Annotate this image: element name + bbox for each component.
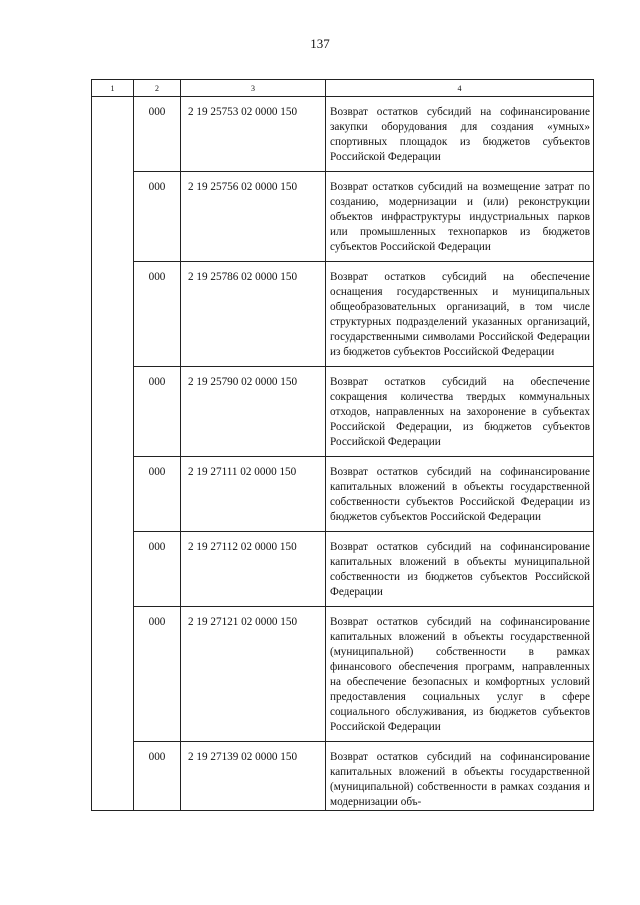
budget-codes-table bbox=[91, 79, 594, 811]
empty-cell bbox=[92, 742, 134, 811]
empty-cell bbox=[92, 607, 134, 742]
table-row bbox=[92, 607, 594, 742]
admin-code-cell: 000 bbox=[134, 367, 181, 457]
admin-code-cell: 000 bbox=[134, 607, 181, 742]
admin-code-cell: 000 bbox=[134, 262, 181, 367]
column-header-2: 2 bbox=[134, 80, 181, 97]
table-row bbox=[92, 262, 594, 367]
empty-cell bbox=[92, 172, 134, 262]
budget-code-cell: 2 19 27112 02 0000 150 bbox=[181, 532, 326, 607]
description-cell: Возврат остатков субсидий на обеспечение сокращения количества твердых коммунальных отходов, направленных на захоронение в субъектах Российской Федерации, из бюджетов субъектов Российской Федерации bbox=[326, 367, 594, 457]
empty-cell bbox=[92, 532, 134, 607]
empty-cell bbox=[92, 97, 134, 172]
budget-code-cell: 2 19 27111 02 0000 150 bbox=[181, 457, 326, 532]
budget-code-cell: 2 19 25753 02 0000 150 bbox=[181, 97, 326, 172]
description-cell: Возврат остатков субсидий на обеспечение оснащения государственных и муниципальных общеобразовательных организаций, в том числе структурных подразделений указанных организаций, государственными символами Российской Федерации из бюджетов субъектов Российской Федерации bbox=[326, 262, 594, 367]
admin-code-cell: 000 bbox=[134, 172, 181, 262]
description-cell: Возврат остатков субсидий на софинансирование капитальных вложений в объекты государственной (муниципальной) собственности в рамках финансового обеспечения программ, направленных на обеспечение безопасных и комфортных условий предоставления социальных услуг в сфере социального обслуживания, из бюджетов субъектов Российской Федерации bbox=[326, 607, 594, 742]
page-number: 137 bbox=[310, 36, 330, 51]
column-header-4: 4 bbox=[326, 80, 594, 97]
budget-code-cell: 2 19 27139 02 0000 150 bbox=[181, 742, 326, 811]
column-header-1: 1 bbox=[92, 80, 134, 97]
table-row bbox=[92, 367, 594, 457]
budget-code-cell: 2 19 25756 02 0000 150 bbox=[181, 172, 326, 262]
description-cell: Возврат остатков субсидий на софинансирование капитальных вложений в объекты государственной собственности субъектов Российской Федерации из бюджетов субъектов Российской Федерации bbox=[326, 457, 594, 532]
table-row bbox=[92, 172, 594, 262]
table-row bbox=[92, 97, 594, 172]
budget-code-cell: 2 19 25790 02 0000 150 bbox=[181, 367, 326, 457]
empty-cell bbox=[92, 457, 134, 532]
table-row bbox=[92, 742, 594, 811]
column-header-3: 3 bbox=[181, 80, 326, 97]
table-row bbox=[92, 457, 594, 532]
description-cell: Возврат остатков субсидий на возмещение затрат по созданию, модернизации и (или) реконструкции объектов инфраструктуры индустриальных парков или промышленных технопарков из бюджетов субъектов Российской Федерации bbox=[326, 172, 594, 262]
description-cell: Возврат остатков субсидий на софинансирование капитальных вложений в объекты государственной (муниципальной) собственности в рамках создания и модернизации объ- bbox=[326, 742, 594, 811]
admin-code-cell: 000 bbox=[134, 742, 181, 811]
admin-code-cell: 000 bbox=[134, 457, 181, 532]
table-header-row bbox=[92, 80, 594, 97]
budget-code-cell: 2 19 27121 02 0000 150 bbox=[181, 607, 326, 742]
description-cell: Возврат остатков субсидий на софинансирование капитальных вложений в объекты муниципальной собственности из бюджетов субъектов Российской Федерации bbox=[326, 532, 594, 607]
description-cell: Возврат остатков субсидий на софинансирование закупки оборудования для создания «умных» спортивных площадок из бюджетов субъектов Российской Федерации bbox=[326, 97, 594, 172]
admin-code-cell: 000 bbox=[134, 97, 181, 172]
admin-code-cell: 000 bbox=[134, 532, 181, 607]
budget-code-cell: 2 19 25786 02 0000 150 bbox=[181, 262, 326, 367]
empty-cell bbox=[92, 262, 134, 367]
table-row bbox=[92, 532, 594, 607]
empty-cell bbox=[92, 367, 134, 457]
